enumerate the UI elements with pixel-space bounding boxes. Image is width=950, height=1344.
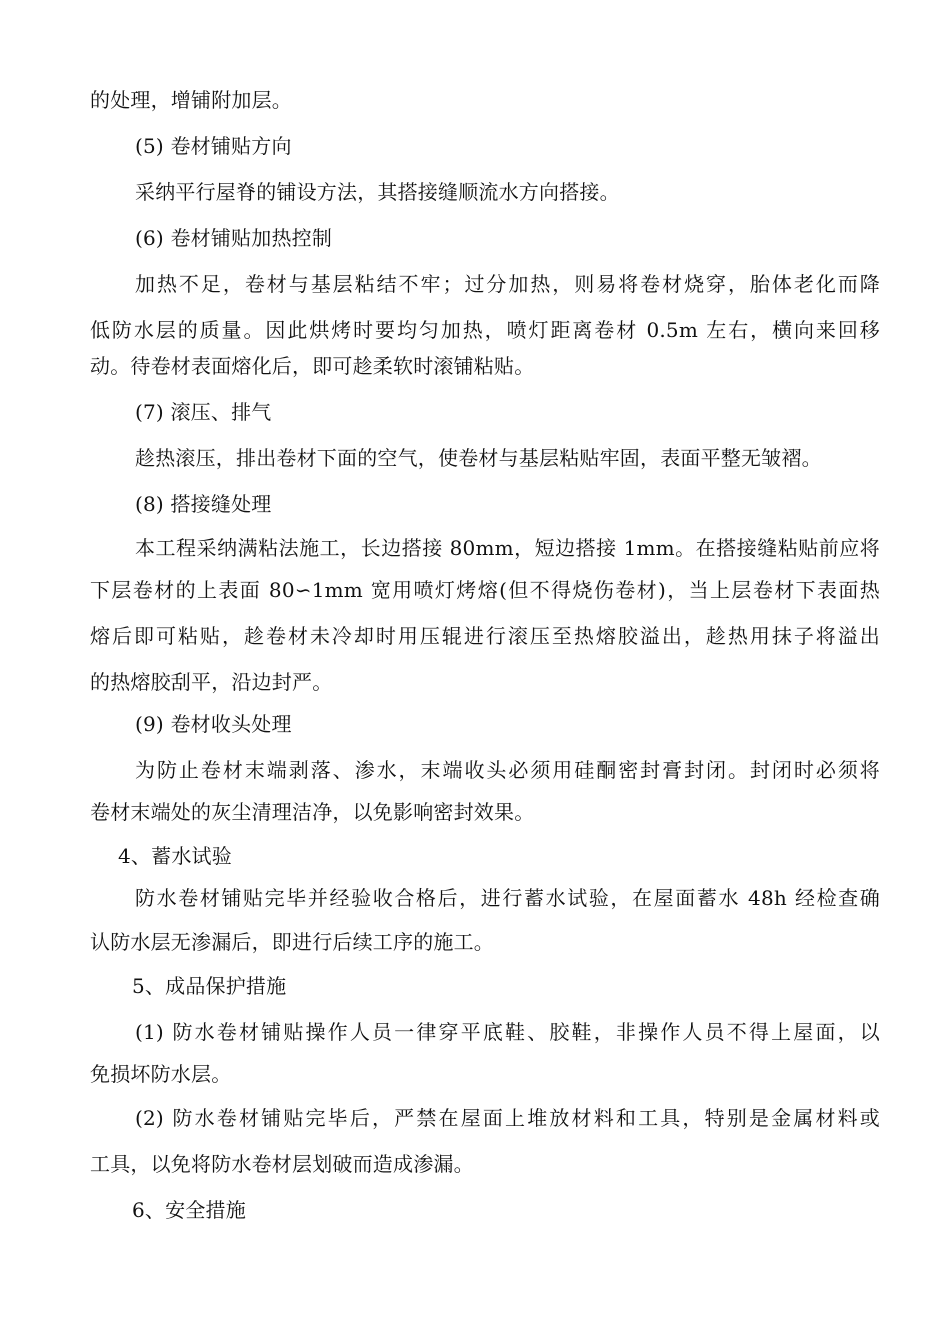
paragraph-line: 下层卷材的上表面 80∽1mm 宽用喷灯烤熔(但不得烧伤卷材)，当上层卷材下表面热 [90, 578, 880, 602]
section-heading-4: 4、蓄水试验 [118, 844, 232, 868]
paragraph-line: 为防止卷材末端剥落、渗水，末端收头必须用硅酮密封膏封闭。封闭时必须将 [135, 758, 880, 782]
paragraph-line: 本工程采纳满粘法施工，长边搭接 80mm，短边搭接 1mm。在搭接缝粘贴前应将 [135, 536, 880, 560]
paragraph-line: 卷材末端处的灰尘清理洁净，以免影响密封效果。 [90, 800, 535, 824]
paragraph-line: 熔后即可粘贴，趁卷材未冷却时用压辊进行滚压至热熔胶溢出，趁热用抹子将溢出 [90, 624, 880, 648]
paragraph-line: 认防水层无渗漏后，即进行后续工序的施工。 [90, 930, 494, 954]
section-heading-5-protection: 5、成品保护措施 [132, 974, 287, 998]
text-line-1: 的处理，增铺附加层。 [90, 88, 292, 112]
text-line-3: 采纳平行屋脊的铺设方法，其搭接缝顺流水方向搭接。 [135, 180, 620, 204]
paragraph-line: 动。待卷材表面熔化后，即可趁柔软时滚铺粘贴。 [90, 354, 535, 378]
paragraph-line: 防水卷材铺贴完毕并经验收合格后，进行蓄水试验，在屋面蓄水 48h 经检查确 [135, 886, 880, 910]
paragraph-line: 趁热滚压，排出卷材下面的空气，使卷材与基层粘贴牢固，表面平整无皱褶。 [135, 446, 822, 470]
section-heading-6: (6) 卷材铺贴加热控制 [135, 226, 333, 250]
section-heading-7: (7) 滚压、排气 [135, 400, 272, 424]
paragraph-line: 加热不足，卷材与基层粘结不牢；过分加热，则易将卷材烧穿，胎体老化而降 [135, 272, 880, 296]
paragraph-line: (2) 防水卷材铺贴完毕后，严禁在屋面上堆放材料和工具，特别是金属材料或 [135, 1106, 880, 1130]
section-heading-5: (5) 卷材铺贴方向 [135, 134, 292, 158]
paragraph-line: (1) 防水卷材铺贴操作人员一律穿平底鞋、胶鞋，非操作人员不得上屋面，以 [135, 1020, 880, 1044]
section-heading-6-safety: 6、安全措施 [132, 1198, 246, 1222]
paragraph-line: 的热熔胶刮平，沿边封严。 [90, 670, 333, 694]
section-heading-8: (8) 搭接缝处理 [135, 492, 272, 516]
paragraph-line: 工具，以免将防水卷材层划破而造成渗漏。 [90, 1152, 474, 1176]
paragraph-line: 低防水层的质量。因此烘烤时要均匀加热，喷灯距离卷材 0.5m 左右，横向来回移 [90, 318, 880, 342]
paragraph-line: 免损坏防水层。 [90, 1062, 232, 1086]
section-heading-9: (9) 卷材收头处理 [135, 712, 292, 736]
